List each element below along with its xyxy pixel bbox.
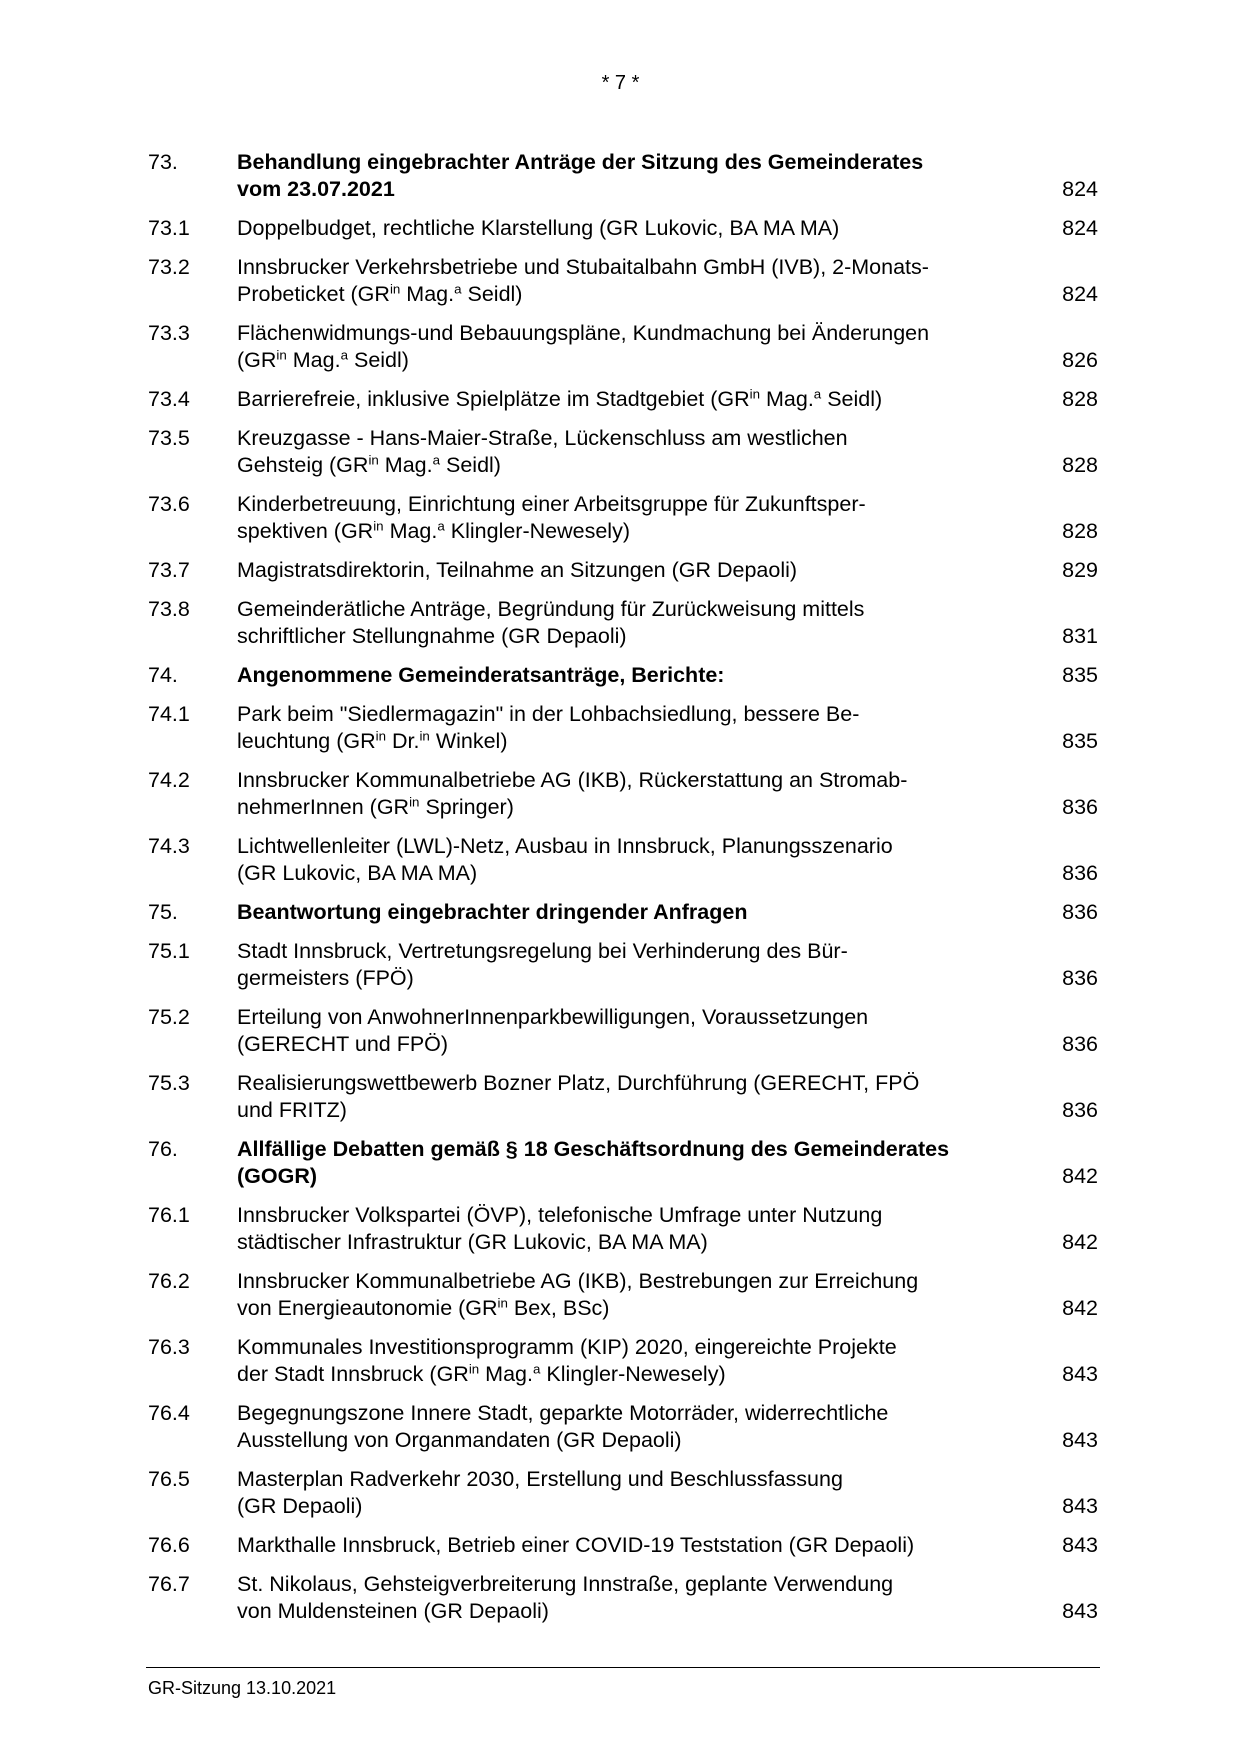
- title-text: Mag.: [760, 387, 814, 411]
- superscript: in: [497, 1295, 508, 1311]
- toc-entry-title: [237, 1571, 1037, 1625]
- toc-entry: [148, 1532, 1098, 1559]
- toc-entry-page: 835: [1062, 663, 1098, 687]
- toc-entry-title: [237, 1532, 1037, 1559]
- toc-entry: [148, 320, 1098, 374]
- title-text: (GR: [237, 348, 277, 372]
- toc-entry-number: 74.: [148, 663, 178, 687]
- toc-entry: [148, 386, 1098, 413]
- toc-entry-number: 73.7: [148, 558, 190, 582]
- title-text: (GR Lukovic, BA MA MA): [237, 861, 478, 885]
- toc-title-line: [237, 1361, 1037, 1388]
- superscript: a: [532, 1361, 541, 1377]
- superscript: a: [340, 347, 348, 363]
- title-text: Allfällige Debatten gemäß § 18 Geschäftsordnung des Gemeinderates: [237, 1137, 950, 1161]
- toc-entry-title: [237, 1202, 1037, 1256]
- toc-entry: [148, 557, 1098, 584]
- toc-entry: [148, 1202, 1098, 1256]
- title-text: Seidl): [440, 453, 501, 477]
- superscript: in: [749, 386, 761, 402]
- toc-entry-number: 73.8: [148, 597, 190, 621]
- toc-title-line: [237, 1571, 1037, 1598]
- title-text: Masterplan Radverkehr 2030, Erstellung und Beschlussfassung: [237, 1467, 843, 1491]
- toc-entry-page: 835: [1062, 729, 1098, 753]
- toc-entry: [148, 1466, 1098, 1520]
- toc-entry-number: 74.2: [148, 768, 190, 792]
- toc-entry-page: 843: [1062, 1533, 1098, 1557]
- toc-entry: [148, 1571, 1098, 1625]
- toc-entry-title: [237, 320, 1037, 374]
- toc-entry-number: 75.: [148, 900, 178, 924]
- title-text: Magistratsdirektorin, Teilnahme an Sitzungen (GR Depaoli): [237, 558, 798, 582]
- title-text: Erteilung von AnwohnerInnenparkbewilligungen, Voraussetzungen: [237, 1005, 869, 1029]
- toc-entry-title: [237, 1004, 1037, 1058]
- toc-title-line: [237, 518, 1037, 545]
- toc-entry-page: 828: [1062, 453, 1098, 477]
- title-text: Dr.: [386, 729, 420, 753]
- toc-entry-title: [237, 1334, 1037, 1388]
- title-text: Park beim "Siedlermagazin" in der Lohbachsiedlung, bessere Be-: [237, 702, 860, 726]
- superscript: a: [437, 518, 445, 534]
- title-text: Barrierefreie, inklusive Spielplätze im Stadtgebiet (GR: [237, 387, 750, 411]
- title-text: Klingler-Newesely): [540, 1362, 726, 1386]
- toc-entry-page: 843: [1062, 1494, 1098, 1518]
- toc-title-line: [237, 899, 1037, 926]
- toc-entry-title: [237, 596, 1037, 650]
- toc-entry: [148, 596, 1098, 650]
- title-text: Springer): [419, 795, 514, 819]
- toc-title-line: [237, 149, 1037, 176]
- toc-entry: [148, 833, 1098, 887]
- toc-title-line: [237, 557, 1037, 584]
- title-text: Seidl): [461, 282, 523, 306]
- toc-title-line: [237, 794, 1037, 821]
- toc-entry-title: [237, 767, 1037, 821]
- toc-entry: [148, 1400, 1098, 1454]
- toc-entry-number: 73.1: [148, 216, 190, 240]
- toc-title-line: [237, 662, 1037, 689]
- toc-entry-page: 836: [1062, 966, 1098, 990]
- toc-entry-title: [237, 254, 1037, 308]
- toc-entry-number: 76.: [148, 1137, 178, 1161]
- toc-title-line: [237, 1136, 1037, 1163]
- toc-entry-page: 829: [1062, 558, 1098, 582]
- toc-entry-page: 843: [1062, 1362, 1098, 1386]
- toc-section-heading: [148, 899, 1098, 926]
- toc-title-line: [237, 767, 1037, 794]
- title-text: Kinderbetreuung, Einrichtung einer Arbeitsgruppe für Zukunftsper-: [237, 492, 866, 516]
- toc-title-line: [237, 728, 1037, 755]
- title-text: Innsbrucker Kommunalbetriebe AG (IKB), Bestrebungen zur Erreichung: [237, 1269, 919, 1293]
- title-text: Kreuzgasse - Hans-Maier-Straße, Lückenschluss am westlichen: [237, 426, 848, 450]
- toc-title-line: [237, 1097, 1037, 1124]
- title-text: Mag.: [378, 453, 433, 477]
- superscript: in: [389, 281, 401, 297]
- table-of-contents: [148, 149, 1098, 1637]
- title-text: (GR Depaoli): [237, 1494, 363, 1518]
- superscript: in: [468, 1361, 480, 1377]
- toc-entry-page: 836: [1062, 795, 1098, 819]
- toc-entry-number: 76.7: [148, 1572, 190, 1596]
- title-text: schriftlicher Stellungnahme (GR Depaoli): [237, 624, 627, 648]
- toc-entry: [148, 1004, 1098, 1058]
- title-text: Ausstellung von Organmandaten (GR Depaoli): [237, 1428, 682, 1452]
- toc-title-line: [237, 1334, 1037, 1361]
- toc-entry-number: 76.5: [148, 1467, 190, 1491]
- toc-entry-number: 74.3: [148, 834, 190, 858]
- toc-entry: [148, 767, 1098, 821]
- toc-title-line: [237, 254, 1037, 281]
- toc-entry-page: 842: [1062, 1296, 1098, 1320]
- title-text: der Stadt Innsbruck (GR: [237, 1362, 469, 1386]
- toc-title-line: [237, 452, 1037, 479]
- title-text: Gemeinderätliche Anträge, Begründung für Zurückweisung mittels: [237, 597, 865, 621]
- toc-entry: [148, 491, 1098, 545]
- toc-entry-title: [237, 557, 1037, 584]
- title-text: Innsbrucker Kommunalbetriebe AG (IKB), Rückerstattung an Stromab-: [237, 768, 908, 792]
- toc-entry-title: [237, 491, 1037, 545]
- toc-title-line: [237, 965, 1037, 992]
- toc-title-line: [237, 938, 1037, 965]
- toc-title-line: [237, 176, 1037, 203]
- toc-title-line: [237, 215, 1037, 242]
- title-text: Stadt Innsbruck, Vertretungsregelung bei Verhinderung des Bür-: [237, 939, 848, 963]
- superscript: a: [432, 452, 441, 468]
- title-text: Seidl): [348, 348, 409, 372]
- toc-entry-number: 76.6: [148, 1533, 190, 1557]
- superscript: in: [276, 347, 287, 363]
- toc-entry-title: [237, 662, 1037, 689]
- toc-title-line: [237, 386, 1037, 413]
- toc-entry-page: 842: [1062, 1230, 1098, 1254]
- toc-title-line: [237, 1295, 1037, 1322]
- toc-entry: [148, 1334, 1098, 1388]
- title-text: städtischer Infrastruktur (GR Lukovic, BA MA MA): [237, 1230, 708, 1254]
- toc-section-heading: [148, 662, 1098, 689]
- toc-entry-number: 75.3: [148, 1071, 190, 1095]
- toc-entry-page: 843: [1062, 1428, 1098, 1452]
- toc-title-line: [237, 1532, 1037, 1559]
- toc-entry-title: [237, 833, 1037, 887]
- toc-entry-title: [237, 149, 1037, 203]
- title-text: germeisters (FPÖ): [237, 966, 414, 990]
- toc-entry: [148, 254, 1098, 308]
- title-text: Angenommene Gemeinderatsanträge, Berichte:: [237, 663, 725, 687]
- toc-entry-number: 75.2: [148, 1005, 190, 1029]
- toc-title-line: [237, 1070, 1037, 1097]
- superscript: in: [373, 518, 384, 534]
- toc-title-line: [237, 1163, 1037, 1190]
- toc-entry-title: [237, 899, 1037, 926]
- toc-entry: [148, 701, 1098, 755]
- toc-title-line: [237, 1493, 1037, 1520]
- toc-title-line: [237, 596, 1037, 623]
- toc-entry-page: 831: [1062, 624, 1098, 648]
- toc-title-line: [237, 491, 1037, 518]
- superscript: a: [454, 281, 462, 297]
- title-text: Winkel): [429, 729, 508, 753]
- toc-entry-page: 828: [1062, 387, 1098, 411]
- toc-entry-number: 74.1: [148, 702, 190, 726]
- title-text: Doppelbudget, rechtliche Klarstellung (GR Lukovic, BA MA MA): [237, 216, 840, 240]
- toc-title-line: [237, 1400, 1037, 1427]
- toc-entry-title: [237, 1070, 1037, 1124]
- toc-entry-number: 73.: [148, 150, 178, 174]
- title-text: Lichtwellenleiter (LWL)-Netz, Ausbau in Innsbruck, Planungsszenario: [237, 834, 893, 858]
- title-text: Mag.: [479, 1362, 533, 1386]
- toc-section-heading: [148, 149, 1098, 203]
- toc-entry-page: 828: [1062, 519, 1098, 543]
- toc-entry-number: 73.5: [148, 426, 190, 450]
- toc-entry-title: [237, 386, 1037, 413]
- toc-title-line: [237, 701, 1037, 728]
- title-text: Gehsteig (GR: [237, 453, 369, 477]
- title-text: Begegnungszone Innere Stadt, geparkte Motorräder, widerrechtliche: [237, 1401, 889, 1425]
- toc-entry: [148, 938, 1098, 992]
- title-text: Markthalle Innsbruck, Betrieb einer COVID-19 Teststation (GR Depaoli): [237, 1533, 915, 1557]
- toc-entry-page: 824: [1062, 177, 1098, 201]
- toc-title-line: [237, 320, 1037, 347]
- toc-entry-number: 76.2: [148, 1269, 190, 1293]
- toc-title-line: [237, 1202, 1037, 1229]
- title-text: Kommunales Investitionsprogramm (KIP) 2020, eingereichte Projekte: [237, 1335, 897, 1359]
- title-text: Innsbrucker Volkspartei (ÖVP), telefonische Umfrage unter Nutzung: [237, 1203, 883, 1227]
- title-text: Probeticket (GR: [237, 282, 390, 306]
- superscript: in: [419, 728, 430, 744]
- toc-section-heading: [148, 1136, 1098, 1190]
- title-text: Behandlung eingebrachter Anträge der Sitzung des Gemeinderates: [237, 150, 924, 174]
- toc-title-line: [237, 860, 1037, 887]
- toc-title-line: [237, 833, 1037, 860]
- title-text: (GERECHT und FPÖ): [237, 1032, 449, 1056]
- toc-title-line: [237, 347, 1037, 374]
- toc-entry-page: 824: [1062, 282, 1098, 306]
- title-text: Flächenwidmungs-und Bebauungspläne, Kundmachung bei Änderungen: [237, 321, 930, 345]
- footer-text: GR-Sitzung 13.10.2021: [148, 1678, 337, 1698]
- toc-entry-number: 73.4: [148, 387, 190, 411]
- toc-entry-number: 76.1: [148, 1203, 190, 1227]
- toc-entry-number: 73.3: [148, 321, 190, 345]
- toc-entry-page: 824: [1062, 216, 1098, 240]
- footer-divider: [146, 1667, 1100, 1668]
- toc-entry-page: 826: [1062, 348, 1098, 372]
- toc-title-line: [237, 1268, 1037, 1295]
- title-text: Innsbrucker Verkehrsbetriebe und Stubaitalbahn GmbH (IVB), 2-Monats-: [237, 255, 929, 279]
- title-text: Mag.: [383, 519, 438, 543]
- toc-entry: [148, 1268, 1098, 1322]
- toc-entry-title: [237, 1268, 1037, 1322]
- toc-entry-page: 836: [1062, 861, 1098, 885]
- toc-title-line: [237, 623, 1037, 650]
- toc-entry-title: [237, 1466, 1037, 1520]
- toc-entry-page: 842: [1062, 1164, 1098, 1188]
- toc-title-line: [237, 1004, 1037, 1031]
- toc-title-line: [237, 1427, 1037, 1454]
- toc-entry-title: [237, 215, 1037, 242]
- title-text: Bex, BSc): [507, 1296, 610, 1320]
- title-text: Beantwortung eingebrachter dringender Anfragen: [237, 900, 748, 924]
- title-text: von Energieautonomie (GR: [237, 1296, 498, 1320]
- toc-entry-page: 836: [1062, 1098, 1098, 1122]
- toc-title-line: [237, 425, 1037, 452]
- toc-entry: [148, 425, 1098, 479]
- title-text: Realisierungswettbewerb Bozner Platz, Durchführung (GERECHT, FPÖ: [237, 1071, 920, 1095]
- toc-entry: [148, 1070, 1098, 1124]
- title-text: von Muldensteinen (GR Depaoli): [237, 1599, 549, 1623]
- toc-entry-page: 836: [1062, 900, 1098, 924]
- toc-title-line: [237, 1598, 1037, 1625]
- toc-entry: [148, 215, 1098, 242]
- title-text: Mag.: [286, 348, 341, 372]
- superscript: in: [409, 794, 420, 810]
- superscript: in: [375, 728, 387, 744]
- toc-title-line: [237, 1031, 1037, 1058]
- title-text: spektiven (GR: [237, 519, 374, 543]
- toc-entry-number: 76.3: [148, 1335, 190, 1359]
- toc-title-line: [237, 1466, 1037, 1493]
- toc-entry-title: [237, 1400, 1037, 1454]
- toc-entry-number: 75.1: [148, 939, 190, 963]
- toc-title-line: [237, 1229, 1037, 1256]
- toc-entry-title: [237, 1136, 1037, 1190]
- title-text: vom 23.07.2021: [237, 177, 395, 201]
- toc-entry-page: 836: [1062, 1032, 1098, 1056]
- toc-entry-number: 76.4: [148, 1401, 190, 1425]
- toc-title-line: [237, 281, 1037, 308]
- title-text: St. Nikolaus, Gehsteigverbreiterung Innstraße, geplante Verwendung: [237, 1572, 894, 1596]
- title-text: Klingler-Newesely): [444, 519, 630, 543]
- toc-entry-number: 73.2: [148, 255, 190, 279]
- title-text: Seidl): [821, 387, 883, 411]
- superscript: a: [813, 386, 822, 402]
- title-text: nehmerInnen (GR: [237, 795, 410, 819]
- title-text: und FRITZ): [237, 1098, 347, 1122]
- toc-entry-title: [237, 938, 1037, 992]
- toc-entry-page: 843: [1062, 1599, 1098, 1623]
- toc-entry-number: 73.6: [148, 492, 190, 516]
- toc-entry-title: [237, 701, 1037, 755]
- superscript: in: [368, 452, 379, 468]
- title-text: Mag.: [400, 282, 455, 306]
- page-number: * 7 *: [601, 72, 640, 94]
- toc-entry-title: [237, 425, 1037, 479]
- title-text: leuchtung (GR: [237, 729, 376, 753]
- title-text: (GOGR): [237, 1164, 318, 1188]
